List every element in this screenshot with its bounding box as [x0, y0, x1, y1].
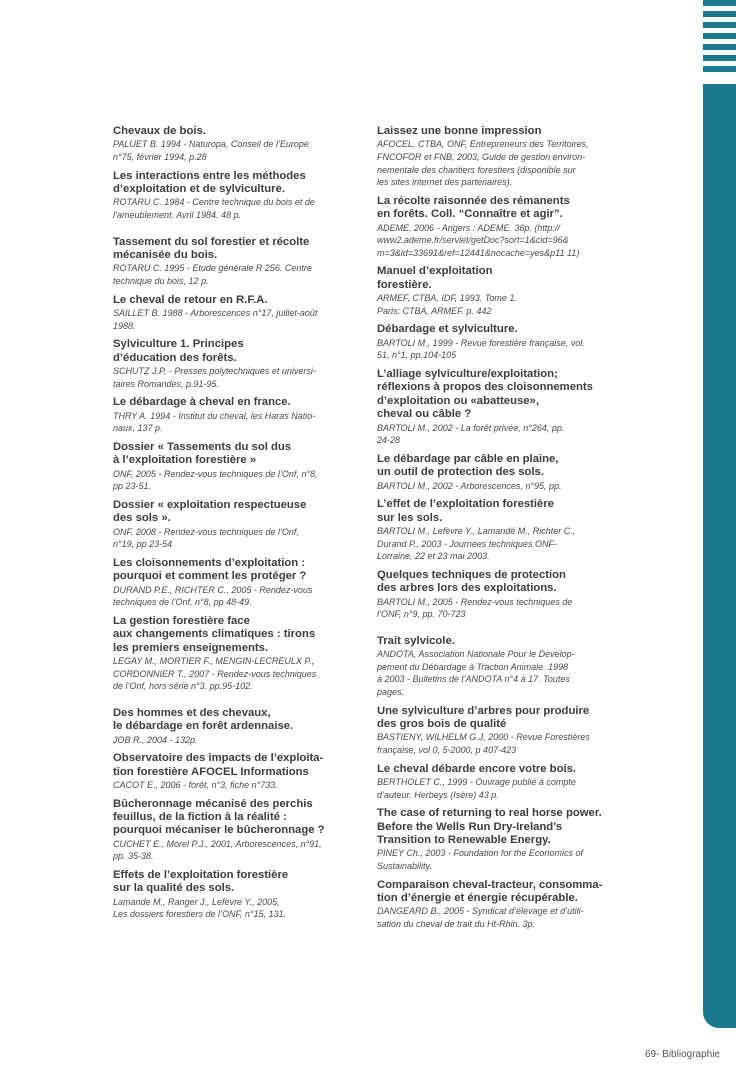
- entry-reference: ROTARU C. 1984 - Centre technique du bois et de l’ameublement. Avril 1984. 48 p.: [113, 197, 315, 220]
- entry-reference: AFOCEL, CTBA, ONF, Entrepreneurs des Territoires, FNCOFOR et FNB, 2003, Guide de gestion environ- nementale des chantiers forestiers (disponible sur les sites internet des partenaires).: [377, 139, 589, 188]
- entry-title: Trait sylvicole.: [377, 634, 455, 647]
- decorative-stripes: [703, 0, 736, 77]
- bibliography-entry: [113, 752, 353, 791]
- entry-reference: ANDOTA, Association Nationale Pour le Dévelop- pement du Débardage à Traction Animale. 1998 à 2003 - Bulletins de l’ANDOTA n°4 à 17. Toutes pages.: [377, 649, 575, 697]
- entry-reference: PALUET B. 1994 - Naturopa, Conseil de l’Europe n°75, février 1994, p.28: [113, 139, 309, 162]
- entry-title: La récolte raisonnée des rémanents en forêts. Coll. “Connaître et agir”.: [377, 194, 570, 221]
- bibliography-entry: [377, 879, 627, 931]
- bibliography-entry: [113, 499, 353, 551]
- bibliography-entry: [377, 368, 627, 447]
- entry-title: Le cheval de retour en R.F.A.: [113, 293, 268, 306]
- stripe: [703, 33, 736, 39]
- entry-title: Effets de l’exploitation forestière sur la qualité des sols.: [113, 869, 289, 895]
- bibliography-entry: [113, 557, 353, 609]
- bibliography-entry: [113, 396, 353, 435]
- entry-title: Chevaux de bois.: [113, 125, 206, 137]
- side-tab: [703, 84, 736, 1028]
- entry-reference: BASTIENY, WILHELM G.J, 2000 - Revue Forestières française, vol 0, 5-2000, p 407-423: [377, 732, 590, 755]
- bibliography-entry: [113, 869, 353, 921]
- entry-title: L’effet de l’exploitation forestière sur les sols.: [377, 498, 555, 524]
- entry-title: Manuel d’exploitation forestière.: [377, 265, 493, 291]
- entry-reference: THRY A. 1994 - Institut du cheval, les Haras Natio- naux, 137 p.: [113, 410, 316, 434]
- bibliography-entry: [377, 195, 627, 260]
- stripe: [703, 44, 736, 50]
- entry-reference: LEGAY M., MORTIER F., MENGIN-LECREULX P., CORDONNIER T., 2007 - Rendez-vous techniques de l’Onf, hors série n°3. pp.95-102.: [113, 656, 317, 692]
- entry-title: Laissez une bonne impression: [377, 125, 542, 137]
- bibliography-entry: [377, 498, 627, 563]
- entry-title: Les interactions entre les méthodes d’exploitation et de sylviculture.: [113, 169, 306, 195]
- entry-reference: BARTOLI M., 2005 - Rendez-vous techniques de l’ONF, n°9, pp. 70-723: [377, 596, 573, 620]
- entry-reference: BARTOLI M., 2002 - La forêt privée, n°264, pp. 24-28: [377, 422, 565, 446]
- bibliography-entry: [377, 705, 627, 757]
- page-footer: 69- Bibliographie: [644, 1049, 720, 1060]
- stripe: [703, 55, 736, 61]
- entry-reference: DANGEARD B., 2005 - Syndicat d’élevage et d’utili- sation du cheval de trait du Ht-Rhin. 3p.: [377, 906, 584, 929]
- bibliography-entry: [113, 338, 353, 390]
- stripe: [703, 22, 736, 28]
- bibliography-entry: [377, 453, 627, 492]
- entry-title: Quelques techniques de protection des arbres lors des exploitations.: [377, 568, 566, 595]
- entry-reference: ONF, 2008 - Rendez-vous techniques de l’Onf, n°19, pp 23-54: [113, 526, 299, 550]
- entry-title: Observatoire des impacts de l’exploita- tion forestière AFOCEL Informations: [113, 752, 324, 778]
- stripe: [703, 0, 736, 6]
- bibliography-entry: [377, 763, 627, 802]
- bibliography-right-column: [377, 125, 627, 937]
- bibliography-entry: [113, 615, 353, 693]
- entry-reference: CUCHET E., Morel P.J., 2001, Arborescences, n°91, pp. 35-38.: [113, 838, 322, 862]
- bibliography-entry: [377, 125, 627, 189]
- entry-title: Dossier « Tassements du sol dus à l’exploitation forestière »: [113, 440, 292, 467]
- bibliography-entry: [113, 170, 353, 222]
- bibliography-entry: [113, 125, 353, 164]
- entry-title: Le débardage à cheval en france.: [113, 396, 291, 409]
- entry-reference: BERTHOLET C., 1999 - Ouvrage publié à compte d’auteur. Herbeys (Isère) 43 p.: [377, 776, 576, 800]
- entry-reference: ONF, 2005 - Rendez-vous techniques de l’Onf, n°8, pp 23-51.: [113, 468, 318, 492]
- entry-title: Tassement du sol forestier et récolte mécanisée du bois.: [113, 235, 310, 261]
- bibliography-entry: [377, 323, 627, 362]
- entry-reference: DURAND P.E., RICHTER C., 2005 - Rendez-vous techniques de l’Onf, n°8, pp 48-49.: [113, 584, 313, 608]
- entry-reference: CACOT E., 2006 - forêt, n°3, fiche n°733.: [113, 780, 278, 790]
- entry-reference: SCHUTZ J.P. - Presses polytechniques et universi- taires Romandes, p.91-95.: [113, 366, 316, 389]
- entry-title: La gestion forestière face aux changements climatiques : tirons les premiers enseignements.: [113, 614, 316, 654]
- bibliography-entry: [113, 798, 353, 863]
- entry-title: Une sylviculture d’arbres pour produire des gros bois de qualité: [377, 704, 590, 730]
- entry-reference: ADEME, 2006 - Angers : ADEME. 36p. (http:// www2.ademe.fr/servlet/getDoc?sort=1&cid=96& m=3&id=33691&ref=12441&nocache=yes&p11 11): [377, 222, 580, 258]
- entry-reference: JOB R., 2004 - 132p.: [113, 734, 198, 745]
- entry-reference: BARTOLI M., 1999 - Revue forestière française, vol. 51, n°1, pp.104-105: [377, 337, 585, 361]
- entry-title: Des hommes et des chevaux, le débardage en forêt ardennaise.: [113, 706, 294, 733]
- stripe: [703, 66, 736, 72]
- entry-title: Sylviculture 1. Principes d’éducation des forêts.: [113, 338, 244, 364]
- bibliography-left-column: [113, 125, 353, 927]
- entry-reference: SAILLET B. 1988 - Arborescences n°17, juillet-août 1988.: [113, 308, 318, 331]
- entry-title: Les cloisonnements d’exploitation : pourquoi et comment les protéger ?: [113, 556, 307, 583]
- bibliography-entry: [377, 807, 627, 872]
- entry-reference: BARTOLI M., 2002 - Arborescences, n°95, pp.: [377, 480, 562, 491]
- entry-title: The case of returning to real horse power. Before the Wells Run Dry-Ireland’s Transition to Renewable Energy.: [377, 807, 602, 846]
- entry-title: Bûcheronnage mécanisé des perchis feuillus, de la fiction à la réalité : pourquoi mécaniser le bûcheronnage ?: [113, 797, 325, 837]
- bibliography-entry: [113, 294, 353, 333]
- bibliography-entry: [113, 441, 353, 493]
- entry-reference: PINEY Ch., 2003 - Foundation for the Economics of Sustainability.: [377, 848, 583, 871]
- entry-title: L’alliage sylviculture/exploitation; réflexions à propos des cloisonnements d’exploitation ou «abatteuse», cheval ou câble ?: [377, 367, 593, 421]
- bibliography-entry: [377, 265, 627, 317]
- bibliography-entry: [377, 569, 627, 621]
- entry-reference: ROTARU C. 1995 - Etude générale R 256. Centre technique du bois, 12 p.: [113, 263, 312, 286]
- entry-title: Le débardage par câble en plaine, un outil de protection des sols.: [377, 452, 559, 479]
- entry-title: Débardage et sylviculture.: [377, 323, 518, 336]
- bibliography-entry: [113, 707, 353, 746]
- entry-reference: BARTOLI M., Lefèvre Y., Lamandé M., Richter C., Durand P., 2003 - Journées techniques ONF- Lorraine, 22 et 23 mai 2003.: [377, 526, 576, 562]
- stripe: [703, 11, 736, 17]
- entry-reference: ARMEF, CTBA, IDF, 1993. Tome 1. Paris: CTBA, ARMEF. p. 442: [377, 293, 517, 316]
- bibliography-entry: [377, 635, 627, 699]
- entry-title: Comparaison cheval-tracteur, consomma- tion d’énergie et énergie récupérable.: [377, 878, 603, 904]
- entry-title: Le cheval débarde encore votre bois.: [377, 762, 577, 775]
- entry-title: Dossier « exploitation respectueuse des sols ».: [113, 498, 307, 525]
- bibliography-entry: [113, 236, 353, 288]
- entry-reference: Lamande M., Ranger J., Lefèvre Y., 2005, Les dossiers forestiers de l’ONF, n°15, 131.: [113, 896, 287, 920]
